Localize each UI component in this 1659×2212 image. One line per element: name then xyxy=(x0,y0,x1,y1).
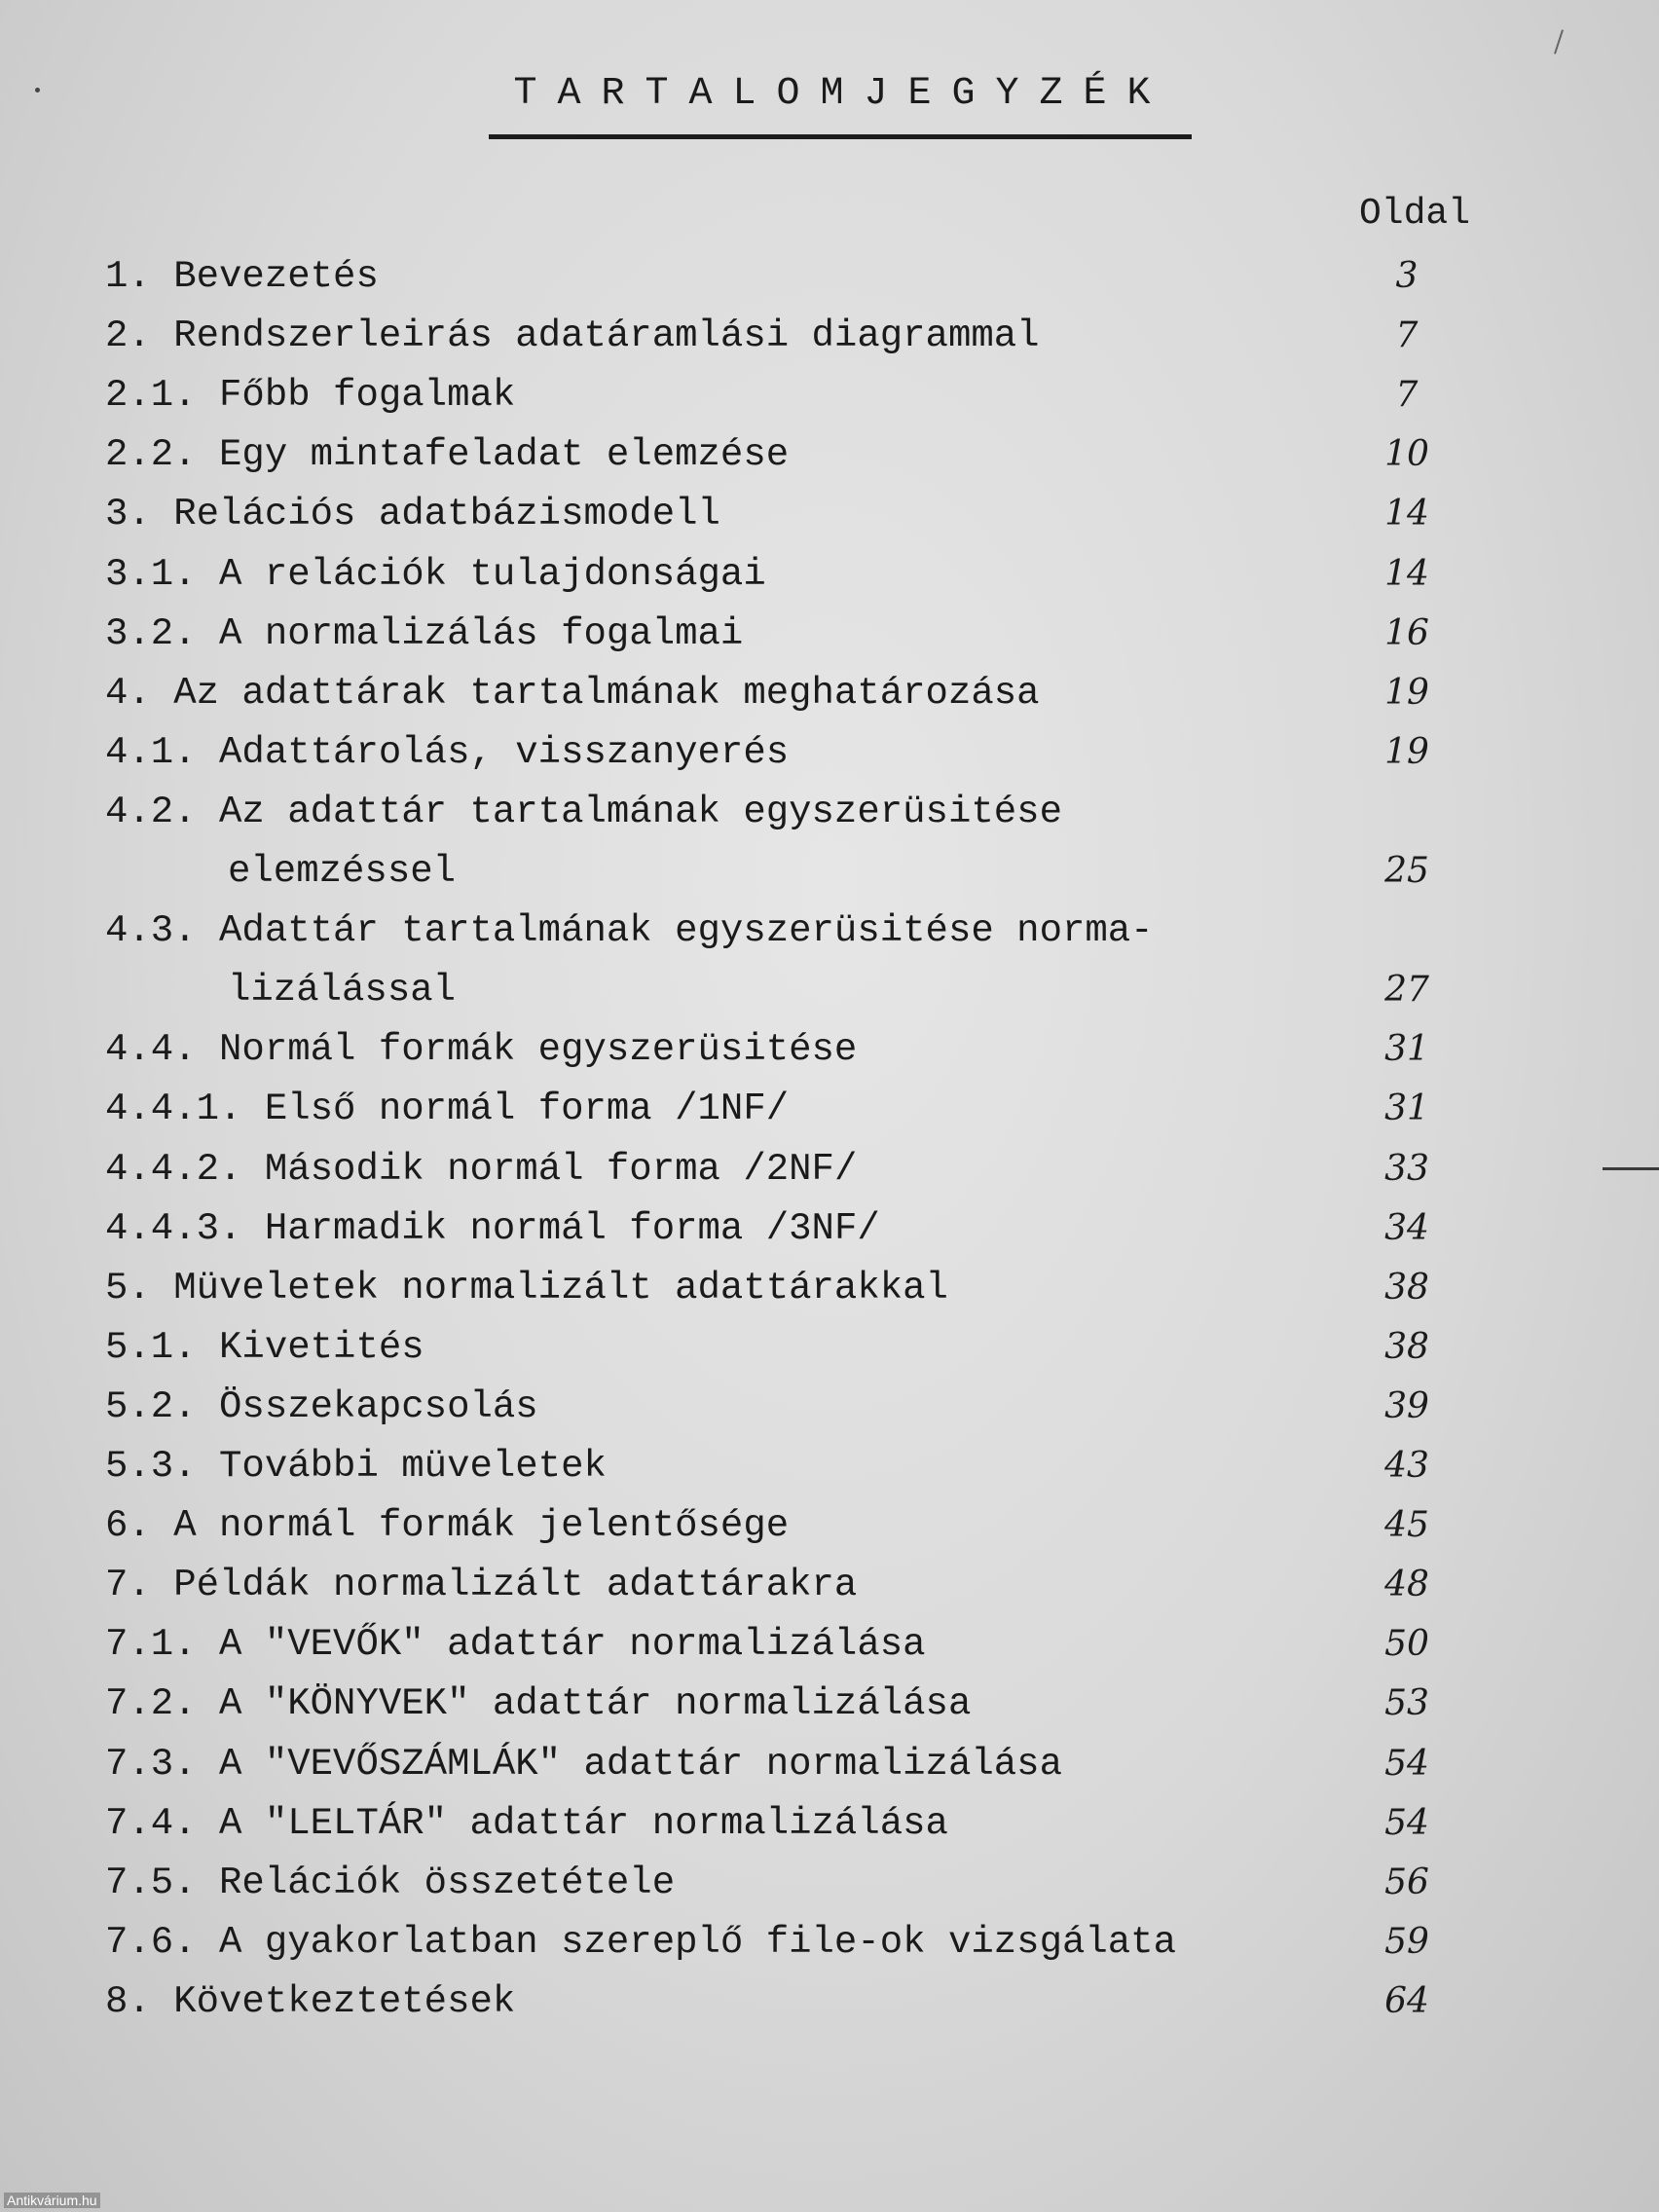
toc-entry-page: 34 xyxy=(1384,1208,1429,1248)
toc-entry-title: Első normál forma /1NF/ xyxy=(264,1088,790,1130)
toc-entry xyxy=(105,783,1062,841)
toc-entry-page: 25 xyxy=(1384,851,1429,891)
toc-entry-title: A gyakorlatban szereplő file-ok vizsgálata xyxy=(219,1921,1176,1964)
page-column-header: Oldal xyxy=(1359,193,1471,235)
toc-entry-title: További müveletek xyxy=(219,1445,607,1488)
toc-entry-number: 4.3. xyxy=(105,909,197,952)
toc-entry-title: Relációk összetétele xyxy=(219,1862,676,1904)
toc-entry-page: 50 xyxy=(1384,1624,1429,1664)
toc-entry-number: 4.1. xyxy=(105,731,197,774)
toc-entry-page: 19 xyxy=(1384,673,1429,713)
toc-entry xyxy=(105,723,789,782)
toc-entry-title: A normalizálás fogalmai xyxy=(219,612,744,655)
toc-entry-title: Összekapcsolás xyxy=(219,1385,538,1428)
page-title: TARTALOMJEGYZÉK xyxy=(513,72,1171,116)
toc-entry-page: 54 xyxy=(1384,1803,1429,1843)
toc-entry-title: Adattárolás, visszanyerés xyxy=(219,731,790,774)
toc-entry-number: 5.1. xyxy=(105,1326,197,1369)
toc-entry xyxy=(105,1735,1062,1793)
toc-entry-number: 4.4.1. xyxy=(105,1088,242,1130)
toc-entry-number: 7.2. xyxy=(105,1682,197,1725)
toc-entry-title: A "VEVŐK" adattár normalizálása xyxy=(219,1623,926,1666)
toc-entry-number: 7.4. xyxy=(105,1802,197,1845)
toc-entry xyxy=(105,1020,857,1079)
toc-entry-page: 48 xyxy=(1384,1565,1429,1604)
toc-entry-number: 1. xyxy=(105,255,151,298)
toc-entry xyxy=(228,842,456,901)
toc-entry-page: 45 xyxy=(1384,1505,1429,1545)
toc-entry-title: Normál formák egyszerüsitése xyxy=(219,1028,858,1071)
toc-entry-page: 59 xyxy=(1384,1922,1429,1962)
toc-entry xyxy=(105,247,379,306)
toc-entry xyxy=(105,1794,948,1853)
toc-entry-title: Második normál forma /2NF/ xyxy=(264,1148,858,1191)
toc-entry-number: 8. xyxy=(105,1980,151,2023)
toc-entry-title: Az adattárak tartalmának meghatározása xyxy=(173,672,1040,715)
toc-entry-title: Főbb fogalmak xyxy=(219,374,516,417)
toc-entry-page: 10 xyxy=(1384,434,1429,474)
toc-entry xyxy=(105,307,1040,365)
toc-entry-title: Adattár tartalmának egyszerüsitése norma- xyxy=(219,909,1154,952)
toc-entry-page: 3 xyxy=(1395,256,1419,296)
toc-entry-title: A normál formák jelentősége xyxy=(173,1504,790,1547)
toc-entry-title: Relációs adatbázismodell xyxy=(173,493,720,535)
toc-entry-title: Müveletek normalizált adattárakkal xyxy=(173,1267,948,1309)
toc-entry-page: 14 xyxy=(1384,554,1429,594)
toc-entry-title: A "VEVŐSZÁMLÁK" adattár normalizálása xyxy=(219,1743,1062,1786)
toc-entry-number: 3.1. xyxy=(105,553,197,596)
toc-entry-number: 5. xyxy=(105,1267,151,1309)
toc-entry xyxy=(105,1556,857,1614)
toc-entry-number: 2. xyxy=(105,314,151,357)
toc-entry xyxy=(105,605,743,663)
toc-entry-number: 4.4. xyxy=(105,1028,197,1071)
toc-entry-number: 4.4.3. xyxy=(105,1207,242,1250)
toc-entry-number: 5.3. xyxy=(105,1445,197,1488)
toc-entry-number: 4.4.2. xyxy=(105,1148,242,1191)
toc-entry-number: 6. xyxy=(105,1504,151,1547)
toc-entry-number: 2.1. xyxy=(105,374,197,417)
toc-entry-title: Kivetités xyxy=(219,1326,424,1369)
toc-entry xyxy=(105,1318,424,1377)
toc-entry-number: 7.1. xyxy=(105,1623,197,1666)
toc-entry-page: 56 xyxy=(1384,1862,1429,1902)
toc-entry-number: 7. xyxy=(105,1564,151,1606)
toc-entry-number: 4. xyxy=(105,672,151,715)
toc-entry-page: 64 xyxy=(1384,1981,1429,2021)
toc-entry-page: 31 xyxy=(1384,1088,1429,1128)
title-underline xyxy=(489,134,1192,139)
toc-entry-title: Példák normalizált adattárakra xyxy=(173,1564,858,1606)
toc-entry xyxy=(105,366,515,424)
toc-entry-title: Bevezetés xyxy=(173,255,379,298)
toc-entry xyxy=(105,1080,789,1138)
toc-entry-number: 4.2. xyxy=(105,791,197,833)
watermark: Antikvárium.hu xyxy=(4,2193,100,2208)
toc-entry-page: 43 xyxy=(1384,1446,1429,1486)
stray-dot xyxy=(35,88,40,92)
toc-entry-page: 33 xyxy=(1384,1149,1429,1189)
toc-entry-title: Következtetések xyxy=(173,1980,516,2023)
toc-entry-page: 53 xyxy=(1384,1683,1429,1723)
margin-mark xyxy=(1603,1167,1659,1170)
toc-entry xyxy=(228,961,456,1019)
toc-entry xyxy=(105,485,720,543)
toc-entry-title: A relációk tulajdonságai xyxy=(219,553,766,596)
toc-entry-page: 14 xyxy=(1384,494,1429,534)
toc-entry-title: lizálással xyxy=(228,969,457,1012)
toc-entry xyxy=(105,1854,675,1912)
toc-entry-page: 39 xyxy=(1384,1386,1429,1426)
toc-entry xyxy=(105,425,789,484)
toc-entry-page: 7 xyxy=(1395,375,1419,415)
toc-entry xyxy=(105,1259,948,1317)
toc-entry-number: 7.5. xyxy=(105,1862,197,1904)
toc-entry-number: 2.2. xyxy=(105,433,197,476)
toc-entry-number: 3.2. xyxy=(105,612,197,655)
toc-entry-title: A "LELTÁR" adattár normalizálása xyxy=(219,1802,948,1845)
toc-entry-title: Rendszerleirás adatáramlási diagrammal xyxy=(173,314,1040,357)
toc-entry xyxy=(105,545,766,604)
stray-pen-mark xyxy=(1554,29,1564,54)
toc-entry-title: Egy mintafeladat elemzése xyxy=(219,433,790,476)
toc-entry xyxy=(105,1972,515,2031)
toc-entry xyxy=(105,1199,880,1258)
toc-entry-page: 31 xyxy=(1384,1029,1429,1069)
toc-entry-title: A "KÖNYVEK" adattár normalizálása xyxy=(219,1682,972,1725)
toc-entry-title: Az adattár tartalmának egyszerüsitése xyxy=(219,791,1062,833)
toc-entry xyxy=(105,1140,857,1198)
toc-entry-number: 7.3. xyxy=(105,1743,197,1786)
toc-entry xyxy=(105,1615,926,1674)
toc-entry-number: 5.2. xyxy=(105,1385,197,1428)
toc-entry xyxy=(105,902,1154,960)
toc-entry-page: 7 xyxy=(1395,315,1419,355)
toc-entry-title: Harmadik normál forma /3NF/ xyxy=(264,1207,880,1250)
toc-entry-title: elemzéssel xyxy=(228,850,457,893)
toc-entry xyxy=(105,1496,789,1555)
toc-entry-number: 3. xyxy=(105,493,151,535)
toc-entry-page: 54 xyxy=(1384,1744,1429,1784)
toc-entry xyxy=(105,1378,538,1436)
toc-entry xyxy=(105,1675,971,1733)
toc-entry-page: 16 xyxy=(1384,613,1429,653)
toc-entry-page: 27 xyxy=(1384,970,1429,1010)
toc-entry xyxy=(105,1437,607,1495)
toc-entry-page: 19 xyxy=(1384,732,1429,772)
toc-entry-page: 38 xyxy=(1384,1268,1429,1308)
toc-entry-page: 38 xyxy=(1384,1327,1429,1367)
toc-entry xyxy=(105,1913,1176,1972)
toc-entry xyxy=(105,664,1040,722)
toc-entry-number: 7.6. xyxy=(105,1921,197,1964)
